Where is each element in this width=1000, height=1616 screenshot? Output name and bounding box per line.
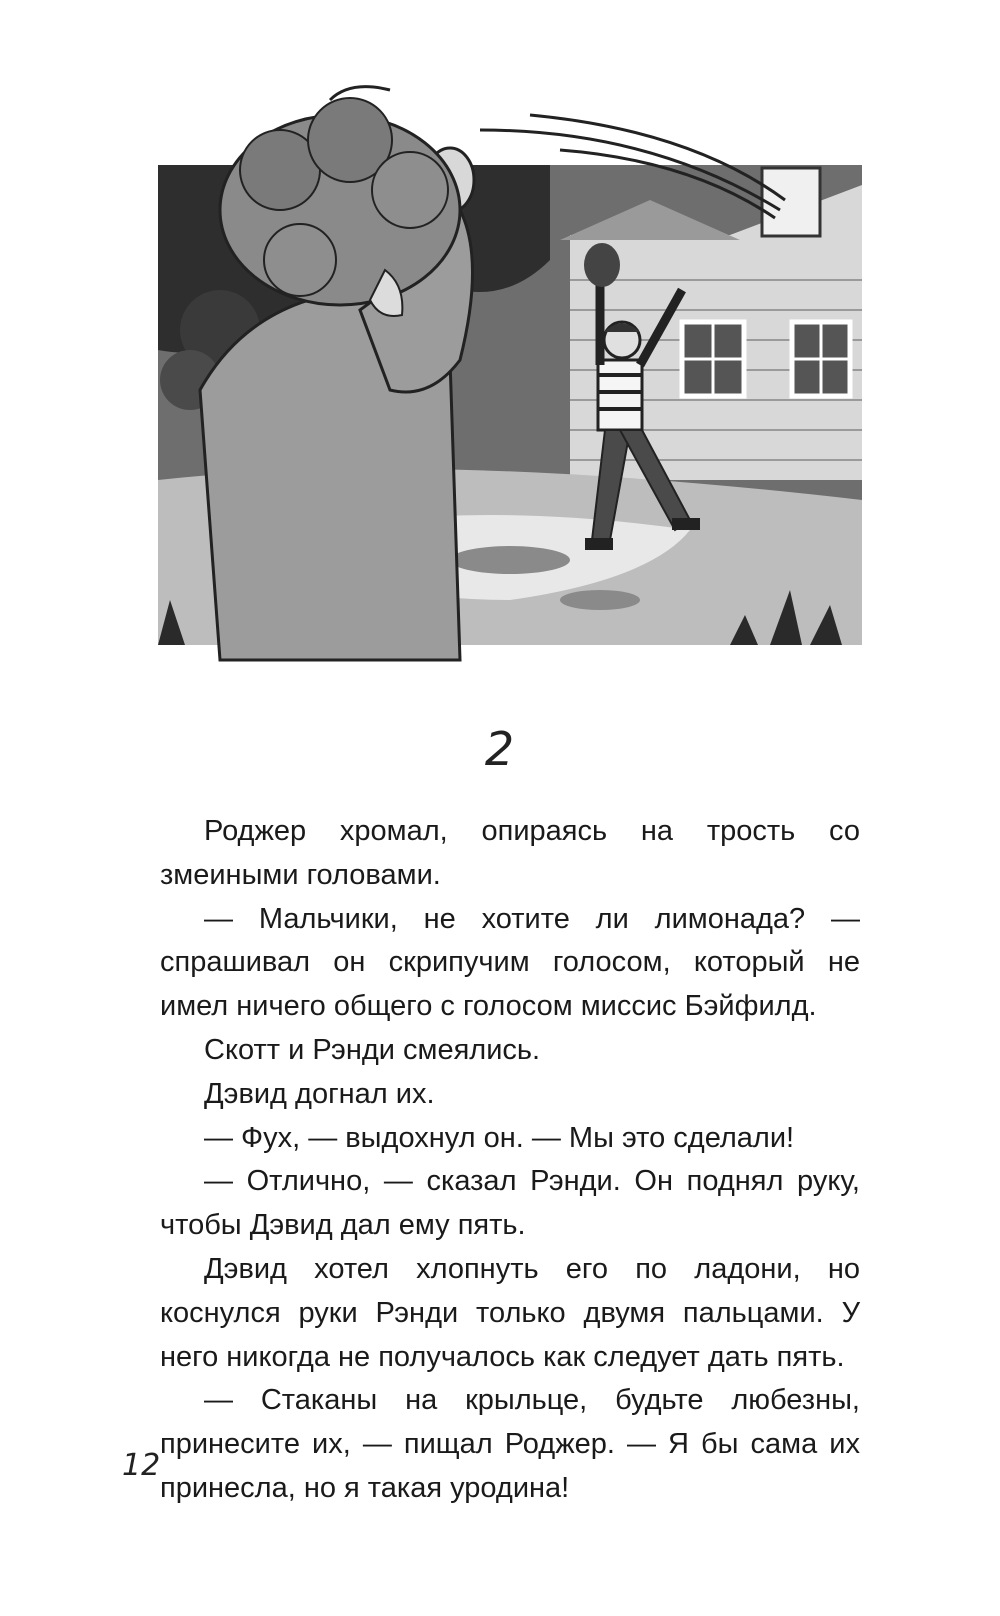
chapter-number: 2 xyxy=(484,722,516,776)
roger-figure xyxy=(200,98,474,660)
paragraph: Скотт и Рэнди смеялись. xyxy=(204,1033,541,1066)
body-text xyxy=(160,810,860,1511)
paragraph: Дэвид догнал их. xyxy=(204,1077,435,1110)
upper-window xyxy=(762,168,820,236)
paragraph: — Отлично, — сказал Рэнди. Он поднял руку, чтобы Дэвид дал ему пять. xyxy=(160,1165,860,1242)
paragraph: Дэвид хотел хлопнуть его по ладони, но коснулся руки Рэнди только двумя пальцами. У него никогда не получалось как следует дать пять. xyxy=(160,1252,860,1373)
paragraph: — Фух, — выдохнул он. — Мы это сделали! xyxy=(204,1121,795,1154)
paragraph: — Мальчики, не хотите ли лимонада? — спрашивал он скрипучим голосом, который не имел ничего общего с голосом миссис Бэйфилд. xyxy=(160,902,860,1023)
paragraph: — Стаканы на крыльце, будьте любезны, принесите их, — пищал Роджер. — Я бы сама их принесла, но я такая уродина! xyxy=(160,1384,860,1504)
page-number: 12 xyxy=(122,1448,161,1483)
chapter-illustration xyxy=(130,60,890,690)
paragraph: Роджер хромал, опираясь на трость со змеиными головами. xyxy=(160,815,860,891)
